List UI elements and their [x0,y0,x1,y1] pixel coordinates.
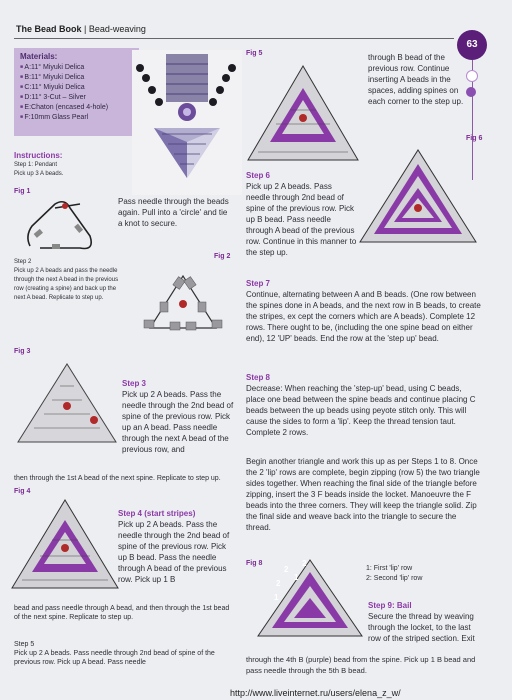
fig8-legend-1: 1: First 'lip' row [366,565,413,572]
step1-text: Pick up 3 A beads. [14,171,64,177]
material-item: ■ B:11° Miyuki Delica [20,73,133,83]
step4-text: Pick up 2 A beads. Pass the needle through the 2nd bead of spine of the previous row. Pick up B bead. Pass the needle through A bead of the previous row. Pick up 1 B [118,520,230,584]
svg-text:2: 2 [284,565,289,574]
fig3-label: Fig 3 [14,348,31,355]
fig6-diagram [356,146,480,246]
step6-text: Pick up 2 A beads. Pass needle through 2nd bead of spine of the previous row. Pick up B bead. Pass needle through A bead of the previous row. Continue in this manner to the step up. [246,182,357,257]
step7-block [246,278,482,344]
step4-block [118,508,236,585]
svg-text:1: 1 [294,573,299,582]
footer-url[interactable]: http://www.liveinternet.ru/users/elena_z_w/ [230,688,401,698]
section-title: Bead-weaving [88,24,146,34]
step3-text: Pick up 2 A beads. Pass the needle through the 2nd bead of spine of the previous row. Pick up an A bead. Pass needle through the next A bead of the previous row, and [122,390,234,454]
fig6-label: Fig 6 [466,135,483,142]
fig1-label: Fig 1 [14,188,31,195]
material-item: ■ E:Chaton (encased 4-hole) [20,103,133,113]
material-item: ■ D:11° 3-Cut – Silver [20,93,133,103]
pendant-photo [132,50,242,195]
fig5-label: Fig 5 [246,50,263,57]
step6-block [246,170,358,258]
material-item: ■ A:11° Miyuki Delica [20,63,133,73]
step9-continuation: through the 4th B (purple) bead from the spine. Pick up 1 B bead and pass needle through the 5th B bead. [246,655,476,675]
step9-text: Secure the thread by weaving through the locket, to the last row of the striped section. Exit [368,612,475,643]
fig5-diagram [244,60,362,164]
header-rule [14,38,454,39]
step6-title: Step 6 [246,171,271,180]
fig8-diagram [254,556,366,640]
running-header [16,24,146,34]
fig4-diagram [10,496,120,592]
material-item: ■ F:10mm Glass Pearl [20,113,133,123]
step7-title: Step 7 [246,279,271,288]
fig8-legend-2: 2: Second 'lip' row [366,575,423,582]
step1-title: Step 1: Pendant [14,162,58,168]
fig8-legend [366,564,482,584]
step9-title: Step 9: Bail [368,601,412,610]
svg-text:2: 2 [276,579,281,588]
fig8-label: Fig 8 [246,560,263,567]
step4-continuation: bead and pass needle through A bead, and then through the 1st bead of the next spine. Replicate to step up. [14,605,230,621]
step3-block [122,378,234,455]
header-separator: | [84,24,87,34]
instructions-block [14,150,124,179]
step8-title: Step 8 [246,373,271,382]
step3-continuation: then through the 1st A bead of the next spine. Replicate to step up. [14,475,221,482]
step8-block [246,372,482,438]
instructions-title: Instructions: [14,151,63,160]
step2-text: Step 2 Pick up 2 A beads and pass the needle through the next A bead in the previous row (creating a spine) and back up the next A bead. Replicate to step up. [14,259,119,301]
step7-text: Continue, alternating between A and B beads. (One row between the spines done in A beads, and the next row in B beads, to create the stripes, ex cept the corners which are A beads). Complete 12 rows. There ought to be, (including the one spine bead on either end), 12 'UP' beads. End the row at the 'step up' bead. [246,290,481,343]
fig1-caption: Pass needle through the beads again. Pull into a 'circle' and tie a knot to secure. [118,197,229,228]
book-title: The Bead Book [16,24,82,34]
fig1-diagram [20,196,110,256]
svg-text:2: 2 [302,559,307,568]
step5-text: Step 5 Pick up 2 A beads. Pass needle through 2nd bead of spine of the previous row. Pick up A bead. Pass needle [14,641,215,666]
fig2-diagram [130,268,236,344]
page-number: 63 [457,30,487,60]
step8-text: Decrease: When reaching the 'step-up' bead, using C beads, place one bead between the spine beads and continue placing C beads between the up beads using peyote stitch only. This will cause the sides to form a 'lip'. Keep the thread tension taut. Complete 2 rows. [246,384,476,437]
svg-text:1: 1 [274,593,279,602]
materials-box [14,48,139,136]
fig2-label: Fig 2 [214,253,231,260]
fig5-caption: through B bead of the previous row. Continue inserting A beads in the spaces, adding spines on each corner to the step up. [368,53,464,106]
fig4-label: Fig 4 [14,488,31,495]
step8-continuation: Begin another triangle and work this up as per Steps 1 to 8. Once the 2 'lip' rows are complete, begin zipping (row 5) the two triangle sides together. When reaching the final side of the triangle before zipping, insert the 3 F beads inside the locket. Manoeuvre the F beads into the three corners. They will keep the triangle solid. Zip the final side and weave back into the triangle to secure the thread. [246,457,480,532]
materials-title: Materials: [20,52,58,61]
step3-title: Step 3 [122,379,147,388]
materials-list [20,63,133,123]
material-item: ■ C:11° Miyuki Delica [20,83,133,93]
fig3-diagram [14,358,120,446]
step4-title: Step 4 (start stripes) [118,509,196,518]
step9-block [368,600,484,644]
